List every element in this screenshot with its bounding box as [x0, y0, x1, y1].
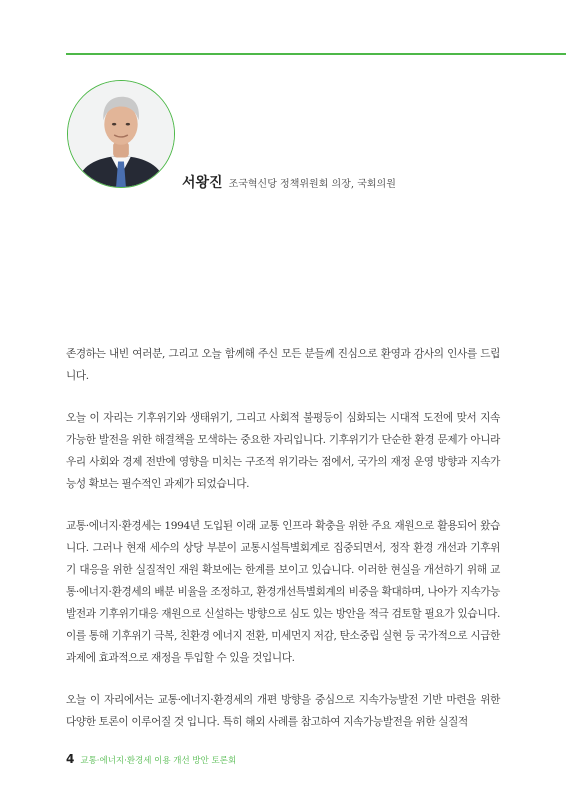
page-footer: [66, 748, 236, 767]
paragraph-4: 오늘 이 자리에서는 교통·에너지·환경세의 개편 방향을 중심으로 지속가능발전 기반 마련을 위한 다양한 토론이 이루어질 것 입니다. 특히 해외 사례를 참고하여 지속가능발전을 위한 실질적: [66, 694, 500, 728]
speaker-portrait-image: [68, 81, 174, 187]
speaker-title: 조국혁신당 정책위원회 의장, 국회의원: [228, 179, 396, 190]
paragraph-2: 오늘 이 자리는 기후위기와 생태위기, 그리고 사회적 불평등이 심화되는 시대적 도전에 맞서 지속가능한 발전을 위한 해결책을 모색하는 중요한 자리입니다. 기후위기가 단순한 환경 문제가 아니라 우리 사회와 경제 전반에 영향을 미치는 구조적 위기라는 점에서, 국가의 재정 운영 방향과 지속가능성 확보는 필수적인 과제가 되었습니다.: [66, 412, 500, 490]
greeting-body: [66, 343, 500, 753]
speaker-name: 서왕진: [182, 175, 223, 191]
top-divider: [66, 53, 566, 55]
footer-title: 교통·에너지·환경세 이용 개선 방안 토론회: [80, 756, 237, 766]
paragraph-3: 교통·에너지·환경세는 1994년 도입된 이래 교통 인프라 확충을 위한 주요 재원으로 활용되어 왔습니다. 그러나 현재 세수의 상당 부분이 교통시설특별회계로 집중되면서, 정작 환경 개선과 기후위기 대응을 위한 실질적인 재원 확보에는 한계를 보이고 있습니다. 이러한 현실을 개선하기 위해 교통·에너지·환경세의 배분 비율을 조정하고, 환경개선특별회계의 비중을 확대하며, 나아가 지속가능발전과 기후위기대응 재원으로 신설하는 방향으로 심도 있는 방안을 적극 검토할 필요가 있습니다. 이를 통해 기후위기 극복, 친환경 에너지 전환, 미세먼지 저감, 탄소중립 실현 등 국가적으로 시급한 과제에 효과적으로 재정을 투입할 수 있을 것입니다.: [66, 520, 500, 664]
paragraph-1: 존경하는 내빈 여러분, 그리고 오늘 함께해 주신 모든 분들께 진심으로 환영과 감사의 인사를 드립니다.: [66, 348, 500, 382]
speaker-info: [182, 172, 396, 192]
speaker-photo: [67, 80, 175, 188]
page-number: 4: [66, 752, 75, 766]
